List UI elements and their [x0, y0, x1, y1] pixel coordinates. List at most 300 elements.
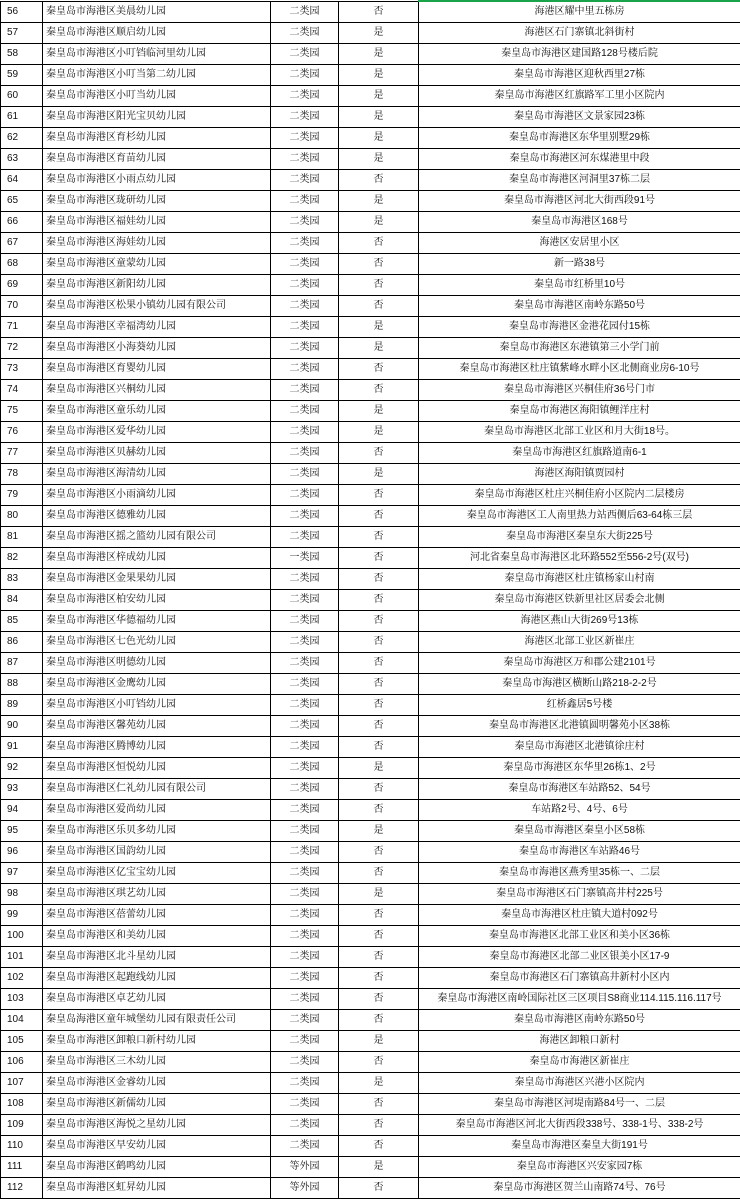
flag-cell: 是 — [339, 821, 419, 842]
address-cell: 秦皇岛市海港区杜庄镇紫峰水畔小区北侧商业房6-10号 — [419, 359, 740, 380]
category-cell: 二类园 — [271, 1010, 339, 1031]
flag-cell: 否 — [339, 716, 419, 737]
kindergarten-name-cell: 秦皇岛市海港区亿宝宝幼儿园 — [43, 863, 271, 884]
table-row — [1, 842, 740, 863]
address-cell: 秦皇岛市海港区南岭东路50号 — [419, 296, 740, 317]
address-cell: 秦皇岛市海港区车站路52、54号 — [419, 779, 740, 800]
table-row — [1, 506, 740, 527]
category-cell: 二类园 — [271, 716, 339, 737]
flag-cell: 否 — [339, 779, 419, 800]
row-number-cell: 78 — [1, 464, 43, 485]
row-number-cell: 80 — [1, 506, 43, 527]
category-cell: 二类园 — [271, 170, 339, 191]
row-number-cell: 93 — [1, 779, 43, 800]
address-cell: 秦皇岛市海港区秦皇大街191号 — [419, 1136, 740, 1157]
kindergarten-name-cell: 秦皇岛市海港区童蒙幼儿园 — [43, 254, 271, 275]
kindergarten-name-cell: 秦皇岛市海港区和美幼儿园 — [43, 926, 271, 947]
flag-cell: 否 — [339, 989, 419, 1010]
row-number-cell: 61 — [1, 107, 43, 128]
row-number-cell: 97 — [1, 863, 43, 884]
address-cell: 秦皇岛市海港区铁新里社区居委会北侧 — [419, 590, 740, 611]
category-cell: 二类园 — [271, 926, 339, 947]
address-cell: 秦皇岛市海港区东华里别墅29栋 — [419, 128, 740, 149]
category-cell: 二类园 — [271, 1073, 339, 1094]
table-row — [1, 1115, 740, 1136]
category-cell: 二类园 — [271, 884, 339, 905]
address-cell: 秦皇岛市海港区南岭东路50号 — [419, 1010, 740, 1031]
row-number-cell: 107 — [1, 1073, 43, 1094]
address-cell: 秦皇岛市海港区北港镇徐庄村 — [419, 737, 740, 758]
row-number-cell: 104 — [1, 1010, 43, 1031]
flag-cell: 否 — [339, 737, 419, 758]
category-cell: 二类园 — [271, 422, 339, 443]
table-row — [1, 338, 740, 359]
address-cell: 秦皇岛市海港区金港花园付15栋 — [419, 317, 740, 338]
table-row — [1, 149, 740, 170]
table-row — [1, 44, 740, 65]
kindergarten-name-cell: 秦皇岛市海港区金鹰幼儿园 — [43, 674, 271, 695]
table-row — [1, 1, 740, 23]
kindergarten-name-cell: 秦皇岛市海港区虹昇幼儿园 — [43, 1178, 271, 1199]
flag-cell: 否 — [339, 1, 419, 23]
table-row — [1, 233, 740, 254]
row-number-cell: 102 — [1, 968, 43, 989]
address-cell: 秦皇岛市海港区南岭国际社区三区项目S8商业114.115.116.117号 — [419, 989, 740, 1010]
kindergarten-name-cell: 秦皇岛市海港区阳光宝贝幼儿园 — [43, 107, 271, 128]
table-row — [1, 464, 740, 485]
address-cell: 红桥鑫居5号楼 — [419, 695, 740, 716]
kindergarten-name-cell: 秦皇岛市海港区腾博幼儿园 — [43, 737, 271, 758]
flag-cell: 否 — [339, 569, 419, 590]
kindergarten-name-cell: 秦皇岛市海港区恒悦幼儿园 — [43, 758, 271, 779]
row-number-cell: 65 — [1, 191, 43, 212]
address-cell: 秦皇岛市海港区秦皇小区58栋 — [419, 821, 740, 842]
category-cell: 二类园 — [271, 1052, 339, 1073]
row-number-cell: 71 — [1, 317, 43, 338]
row-number-cell: 74 — [1, 380, 43, 401]
category-cell: 二类园 — [271, 527, 339, 548]
address-cell: 秦皇岛市海港区兴桐佳府36号门市 — [419, 380, 740, 401]
flag-cell: 否 — [339, 905, 419, 926]
address-cell: 秦皇岛市海港区红旗路道南6-1 — [419, 443, 740, 464]
flag-cell: 否 — [339, 170, 419, 191]
flag-cell: 否 — [339, 254, 419, 275]
flag-cell: 否 — [339, 695, 419, 716]
category-cell: 二类园 — [271, 632, 339, 653]
table-row — [1, 401, 740, 422]
address-cell: 新一路38号 — [419, 254, 740, 275]
category-cell: 二类园 — [271, 989, 339, 1010]
category-cell: 二类园 — [271, 65, 339, 86]
row-number-cell: 64 — [1, 170, 43, 191]
category-cell: 二类园 — [271, 149, 339, 170]
table-row — [1, 107, 740, 128]
flag-cell: 否 — [339, 968, 419, 989]
category-cell: 二类园 — [271, 212, 339, 233]
kindergarten-name-cell: 秦皇岛市海港区国韵幼儿园 — [43, 842, 271, 863]
flag-cell: 是 — [339, 191, 419, 212]
row-number-cell: 106 — [1, 1052, 43, 1073]
category-cell: 二类园 — [271, 1094, 339, 1115]
kindergarten-name-cell: 秦皇岛市海港区卓艺幼儿园 — [43, 989, 271, 1010]
category-cell: 二类园 — [271, 506, 339, 527]
flag-cell: 是 — [339, 401, 419, 422]
kindergarten-name-cell: 秦皇岛市海港区海娃幼儿园 — [43, 233, 271, 254]
table-row — [1, 926, 740, 947]
table-row — [1, 1073, 740, 1094]
address-cell: 秦皇岛市海港区秦皇东大街225号 — [419, 527, 740, 548]
table-row — [1, 485, 740, 506]
kindergarten-name-cell: 秦皇岛市海港区幸福湾幼儿园 — [43, 317, 271, 338]
row-number-cell: 86 — [1, 632, 43, 653]
flag-cell: 否 — [339, 674, 419, 695]
category-cell: 二类园 — [271, 653, 339, 674]
category-cell: 二类园 — [271, 842, 339, 863]
address-cell: 海港区北部工业区新崔庄 — [419, 632, 740, 653]
flag-cell: 是 — [339, 149, 419, 170]
flag-cell: 是 — [339, 128, 419, 149]
flag-cell: 是 — [339, 1073, 419, 1094]
address-cell: 秦皇岛市海港区车站路46号 — [419, 842, 740, 863]
address-cell: 秦皇岛市海港区贺兰山南路74号、76号 — [419, 1178, 740, 1199]
flag-cell: 是 — [339, 464, 419, 485]
flag-cell: 是 — [339, 422, 419, 443]
address-cell: 秦皇岛市海港区河北大街西段91号 — [419, 191, 740, 212]
flag-cell: 否 — [339, 527, 419, 548]
table-row — [1, 1010, 740, 1031]
kindergarten-name-cell: 秦皇岛市海港区琪艺幼儿园 — [43, 884, 271, 905]
kindergarten-name-cell: 秦皇岛市海港区珑研幼儿园 — [43, 191, 271, 212]
row-number-cell: 60 — [1, 86, 43, 107]
address-cell: 车站路2号、4号、6号 — [419, 800, 740, 821]
category-cell: 二类园 — [271, 128, 339, 149]
kindergarten-name-cell: 秦皇岛市海港区贝赫幼儿园 — [43, 443, 271, 464]
row-number-cell: 89 — [1, 695, 43, 716]
category-cell: 二类园 — [271, 485, 339, 506]
kindergarten-name-cell: 秦皇岛市海港区小雨点幼儿园 — [43, 170, 271, 191]
flag-cell: 否 — [339, 1094, 419, 1115]
row-number-cell: 79 — [1, 485, 43, 506]
category-cell: 二类园 — [271, 779, 339, 800]
kindergarten-name-cell: 秦皇岛市海港区爱尚幼儿园 — [43, 800, 271, 821]
table-row — [1, 989, 740, 1010]
category-cell: 二类园 — [271, 464, 339, 485]
row-number-cell: 90 — [1, 716, 43, 737]
flag-cell: 否 — [339, 1136, 419, 1157]
flag-cell: 否 — [339, 233, 419, 254]
flag-cell: 否 — [339, 485, 419, 506]
kindergarten-name-cell: 秦皇岛市海港区起跑线幼儿园 — [43, 968, 271, 989]
kindergarten-name-cell: 秦皇岛市海港区童乐幼儿园 — [43, 401, 271, 422]
flag-cell: 否 — [339, 443, 419, 464]
flag-cell: 是 — [339, 65, 419, 86]
row-number-cell: 85 — [1, 611, 43, 632]
address-cell: 秦皇岛市海港区石门寨镇高井新村小区内 — [419, 968, 740, 989]
flag-cell: 是 — [339, 317, 419, 338]
address-cell: 秦皇岛市海港区北部二业区银美小区17-9 — [419, 947, 740, 968]
address-cell: 秦皇岛市海港区河洞里37栋二层 — [419, 170, 740, 191]
row-number-cell: 63 — [1, 149, 43, 170]
address-cell: 秦皇岛市海港区红旗路军工里小区院内 — [419, 86, 740, 107]
address-cell: 秦皇岛市海港区杜庄镇大道村092号 — [419, 905, 740, 926]
table-row — [1, 653, 740, 674]
address-cell: 河北省秦皇岛市海港区北环路552至556-2号(双号) — [419, 548, 740, 569]
row-number-cell: 94 — [1, 800, 43, 821]
table-row — [1, 128, 740, 149]
kindergarten-name-cell: 秦皇岛市海港区松果小镇幼儿园有限公司 — [43, 296, 271, 317]
address-cell: 秦皇岛市海港区河北大街西段338号、338-1号、338-2号 — [419, 1115, 740, 1136]
address-cell: 秦皇岛市海港区168号 — [419, 212, 740, 233]
address-cell: 海港区燕山大街269号13栋 — [419, 611, 740, 632]
address-cell: 秦皇岛市海港区东华里26栋1、2号 — [419, 758, 740, 779]
kindergarten-name-cell: 秦皇岛市海港区馨苑幼儿园 — [43, 716, 271, 737]
kindergarten-name-cell: 秦皇岛市海港区新阳幼儿园 — [43, 275, 271, 296]
flag-cell: 是 — [339, 758, 419, 779]
address-cell: 秦皇岛市海港区兴港小区院内 — [419, 1073, 740, 1094]
category-cell: 二类园 — [271, 800, 339, 821]
kindergarten-name-cell: 秦皇岛市海港区顺启幼儿园 — [43, 23, 271, 44]
table-row — [1, 611, 740, 632]
flag-cell: 否 — [339, 800, 419, 821]
table-row — [1, 422, 740, 443]
table-row — [1, 968, 740, 989]
category-cell: 二类园 — [271, 317, 339, 338]
flag-cell: 否 — [339, 1178, 419, 1199]
kindergarten-name-cell: 秦皇岛市海港区海悦之星幼儿园 — [43, 1115, 271, 1136]
row-number-cell: 88 — [1, 674, 43, 695]
table-row — [1, 1031, 740, 1052]
row-number-cell: 82 — [1, 548, 43, 569]
address-cell: 秦皇岛市海港区北部工业区和美小区36栋 — [419, 926, 740, 947]
table-row — [1, 821, 740, 842]
category-cell: 二类园 — [271, 86, 339, 107]
table-row — [1, 191, 740, 212]
kindergarten-name-cell: 秦皇岛市海港区美晨幼儿园 — [43, 1, 271, 23]
row-number-cell: 57 — [1, 23, 43, 44]
kindergarten-name-cell: 秦皇岛市海港区三木幼儿园 — [43, 1052, 271, 1073]
row-number-cell: 56 — [1, 1, 43, 23]
kindergarten-name-cell: 秦皇岛市海港区摇之篮幼儿园有限公司 — [43, 527, 271, 548]
row-number-cell: 73 — [1, 359, 43, 380]
kindergarten-name-cell: 秦皇岛市海港区德雅幼儿园 — [43, 506, 271, 527]
kindergarten-name-cell: 秦皇岛市海港区乐贝多幼儿园 — [43, 821, 271, 842]
table-row — [1, 1136, 740, 1157]
flag-cell: 否 — [339, 380, 419, 401]
kindergarten-name-cell: 秦皇岛市海港区仁礼幼儿园有限公司 — [43, 779, 271, 800]
category-cell: 二类园 — [271, 107, 339, 128]
row-number-cell: 95 — [1, 821, 43, 842]
category-cell: 二类园 — [271, 1, 339, 23]
flag-cell: 是 — [339, 212, 419, 233]
row-number-cell: 99 — [1, 905, 43, 926]
table-row — [1, 23, 740, 44]
row-number-cell: 112 — [1, 1178, 43, 1199]
table-row — [1, 380, 740, 401]
table-row — [1, 296, 740, 317]
kindergarten-name-cell: 秦皇岛市海港区卸粮口新村幼儿园 — [43, 1031, 271, 1052]
row-number-cell: 100 — [1, 926, 43, 947]
category-cell: 二类园 — [271, 23, 339, 44]
address-cell: 秦皇岛市海港区工人南里热力站西侧后63-64栋三层 — [419, 506, 740, 527]
category-cell: 二类园 — [271, 905, 339, 926]
flag-cell: 否 — [339, 548, 419, 569]
kindergarten-name-cell: 秦皇岛市海港区小雨滴幼儿园 — [43, 485, 271, 506]
flag-cell: 是 — [339, 23, 419, 44]
row-number-cell: 76 — [1, 422, 43, 443]
address-cell: 秦皇岛市海港区文景家园23栋 — [419, 107, 740, 128]
address-cell: 秦皇岛市红桥里10号 — [419, 275, 740, 296]
table-row — [1, 359, 740, 380]
row-number-cell: 96 — [1, 842, 43, 863]
address-cell: 海港区石门寨镇北斜街村 — [419, 23, 740, 44]
flag-cell: 是 — [339, 338, 419, 359]
table-row — [1, 905, 740, 926]
flag-cell: 是 — [339, 44, 419, 65]
row-number-cell: 84 — [1, 590, 43, 611]
row-number-cell: 87 — [1, 653, 43, 674]
kindergarten-name-cell: 秦皇岛市海港区新儒幼儿园 — [43, 1094, 271, 1115]
category-cell: 二类园 — [271, 254, 339, 275]
kindergarten-name-cell: 秦皇岛市海港区华德福幼儿园 — [43, 611, 271, 632]
kindergarten-name-cell: 秦皇岛市海港区小叮铛幼儿园 — [43, 695, 271, 716]
kindergarten-name-cell: 秦皇岛市海港区蓓蕾幼儿园 — [43, 905, 271, 926]
address-cell: 海港区安居里小区 — [419, 233, 740, 254]
kindergarten-name-cell: 秦皇岛市海港区梓成幼儿园 — [43, 548, 271, 569]
kindergarten-name-cell: 秦皇岛海港区童年城堡幼儿园有限责任公司 — [43, 1010, 271, 1031]
flag-cell: 否 — [339, 842, 419, 863]
category-cell: 二类园 — [271, 380, 339, 401]
category-cell: 二类园 — [271, 401, 339, 422]
category-cell: 二类园 — [271, 443, 339, 464]
table-row — [1, 1178, 740, 1199]
category-cell: 二类园 — [271, 821, 339, 842]
flag-cell: 否 — [339, 632, 419, 653]
category-cell: 二类园 — [271, 191, 339, 212]
address-cell: 海港区卸粮口新村 — [419, 1031, 740, 1052]
address-cell: 秦皇岛市海港区杜庄镇杨家山村南 — [419, 569, 740, 590]
table-row — [1, 737, 740, 758]
flag-cell: 否 — [339, 653, 419, 674]
row-number-cell: 83 — [1, 569, 43, 590]
kindergarten-name-cell: 秦皇岛市海港区海清幼儿园 — [43, 464, 271, 485]
flag-cell: 否 — [339, 863, 419, 884]
kindergarten-name-cell: 秦皇岛市海港区小叮铛临河里幼儿园 — [43, 44, 271, 65]
address-cell: 秦皇岛市海港区海阳镇鲤洋庄村 — [419, 401, 740, 422]
flag-cell: 是 — [339, 1031, 419, 1052]
flag-cell: 否 — [339, 296, 419, 317]
row-number-cell: 68 — [1, 254, 43, 275]
row-number-cell: 70 — [1, 296, 43, 317]
flag-cell: 否 — [339, 1010, 419, 1031]
table-row — [1, 254, 740, 275]
row-number-cell: 108 — [1, 1094, 43, 1115]
table-row — [1, 863, 740, 884]
category-cell: 二类园 — [271, 863, 339, 884]
category-cell: 二类园 — [271, 569, 339, 590]
table-row — [1, 317, 740, 338]
kindergarten-name-cell: 秦皇岛市海港区兴桐幼儿园 — [43, 380, 271, 401]
table-row — [1, 779, 740, 800]
category-cell: 等外园 — [271, 1178, 339, 1199]
kindergarten-name-cell: 秦皇岛市海港区七色光幼儿园 — [43, 632, 271, 653]
row-number-cell: 69 — [1, 275, 43, 296]
flag-cell: 是 — [339, 884, 419, 905]
table-row — [1, 170, 740, 191]
kindergarten-name-cell: 秦皇岛市海港区鹤鸣幼儿园 — [43, 1157, 271, 1178]
category-cell: 二类园 — [271, 233, 339, 254]
table-row — [1, 212, 740, 233]
address-cell: 秦皇岛市海港区兴安家园7栋 — [419, 1157, 740, 1178]
row-number-cell: 111 — [1, 1157, 43, 1178]
row-number-cell: 75 — [1, 401, 43, 422]
table-row — [1, 716, 740, 737]
address-cell: 秦皇岛市海港区建国路128号楼后院 — [419, 44, 740, 65]
table-row — [1, 674, 740, 695]
table-row — [1, 695, 740, 716]
category-cell: 二类园 — [271, 1115, 339, 1136]
row-number-cell: 81 — [1, 527, 43, 548]
table-row — [1, 443, 740, 464]
address-cell: 秦皇岛市海港区杜庄兴桐佳府小区院内二层楼房 — [419, 485, 740, 506]
kindergarten-name-cell: 秦皇岛市海港区育婴幼儿园 — [43, 359, 271, 380]
kindergarten-name-cell: 秦皇岛市海港区育苗幼儿园 — [43, 149, 271, 170]
address-cell: 秦皇岛市海港区燕秀里35栋一、二层 — [419, 863, 740, 884]
category-cell: 等外园 — [271, 1157, 339, 1178]
address-cell: 秦皇岛市海港区北港镇圆明馨苑小区38栋 — [419, 716, 740, 737]
table-row — [1, 86, 740, 107]
table-row — [1, 1094, 740, 1115]
flag-cell: 否 — [339, 611, 419, 632]
category-cell: 二类园 — [271, 359, 339, 380]
flag-cell: 否 — [339, 1115, 419, 1136]
category-cell: 二类园 — [271, 737, 339, 758]
kindergarten-name-cell: 秦皇岛市海港区小叮当幼儿园 — [43, 86, 271, 107]
row-number-cell: 91 — [1, 737, 43, 758]
flag-cell: 否 — [339, 1052, 419, 1073]
category-cell: 二类园 — [271, 44, 339, 65]
row-number-cell: 62 — [1, 128, 43, 149]
kindergarten-name-cell: 秦皇岛市海港区北斗星幼儿园 — [43, 947, 271, 968]
table-row — [1, 65, 740, 86]
category-cell: 二类园 — [271, 296, 339, 317]
row-number-cell: 66 — [1, 212, 43, 233]
address-cell: 秦皇岛市海港区东港镇第三小学门前 — [419, 338, 740, 359]
kindergarten-name-cell: 秦皇岛市海港区早安幼儿园 — [43, 1136, 271, 1157]
table-row — [1, 527, 740, 548]
flag-cell: 否 — [339, 275, 419, 296]
row-number-cell: 58 — [1, 44, 43, 65]
address-cell: 秦皇岛市海港区河东煤港里中段 — [419, 149, 740, 170]
flag-cell: 是 — [339, 86, 419, 107]
category-cell: 二类园 — [271, 338, 339, 359]
table-row — [1, 632, 740, 653]
row-number-cell: 110 — [1, 1136, 43, 1157]
category-cell: 二类园 — [271, 947, 339, 968]
address-cell: 秦皇岛市海港区河堤南路84号一、二层 — [419, 1094, 740, 1115]
address-cell: 秦皇岛市海港区北部工业区和月大街18号。 — [419, 422, 740, 443]
address-cell: 秦皇岛市海港区新崔庄 — [419, 1052, 740, 1073]
flag-cell: 否 — [339, 926, 419, 947]
category-cell: 二类园 — [271, 590, 339, 611]
row-number-cell: 59 — [1, 65, 43, 86]
kindergarten-name-cell: 秦皇岛市海港区爱华幼儿园 — [43, 422, 271, 443]
table-row — [1, 884, 740, 905]
flag-cell: 否 — [339, 359, 419, 380]
kindergarten-name-cell: 秦皇岛市海港区福娃幼儿园 — [43, 212, 271, 233]
table-row — [1, 1157, 740, 1178]
category-cell: 二类园 — [271, 674, 339, 695]
flag-cell: 是 — [339, 1157, 419, 1178]
